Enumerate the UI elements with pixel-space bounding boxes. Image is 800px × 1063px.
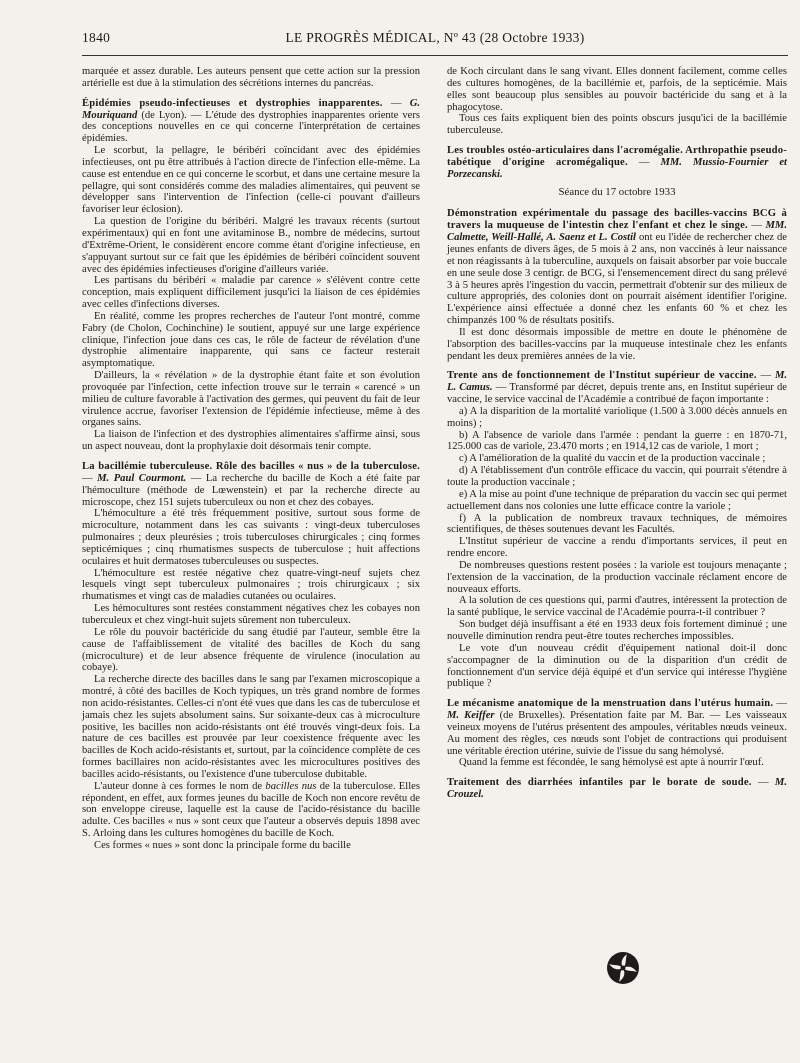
paragraph: A la solution de ces questions qui, parmi d'autres, intéressent la protection de la santé publique, le service vaccinal de l'Académie pourra-t-il contribuer ? [447, 595, 787, 619]
paragraph: De nombreuses questions restent posées : la variole est toujours menaçante ; l'extension de la vaccination, de la production vaccinale réclament encore de nouveaux efforts. [447, 559, 787, 595]
text-run: L'auteur donne à ces formes le nom de [94, 780, 263, 792]
article-text: (de Lyon). — L'étude des dystrophies inapparentes oriente vers des conceptions nouvelles en ce qui concerne l'interprétation de certaines épidémies. [82, 109, 420, 145]
article-text: — Transformé par décret, depuis trente ans, en Institut supérieur de vaccine, le service vaccinal de l'Académie a contribué de façon importante : [447, 382, 787, 406]
article-epidemies: Épidémies pseudo-infectieuses et dystrophies inapparentes. — G. Mouriquand (de Lyon). — L'étude des dystrophies inapparentes oriente vers des conceptions nouvelles en ce qui concerne l'interprétation de certaines épidémies. [82, 97, 420, 145]
list-item: a) A la disparition de la mortalité variolique (1.500 à 3.000 décès annuels en moins) ; [447, 405, 787, 429]
paragraph: La liaison de l'infection et des dystrophies alimentaires s'affirme ainsi, sous un aspect nouveau, dont la prophylaxie doit désormais tenir compte. [82, 429, 420, 453]
running-header [82, 30, 788, 50]
article-author: MM. Calmette, Weill-Hallé, A. Saenz et L. Costil [447, 220, 787, 244]
paragraph: Le vote d'un nouveau crédit d'équipement national doit-il donc s'accompagner de la diminution ou de la disparition d'un crédit de fonctionnement d'un service déjà équipé et d'un service qui intéresse l'hygiène publique ? [447, 642, 787, 690]
ornament-icon [605, 950, 641, 986]
paragraph: Les hémocultures sont restées constamment négatives chez les cobayes non tuberculeux et chez vingt-huit sujets sûrement non tuberculeux. [82, 603, 420, 626]
paragraph: de Koch circulant dans le sang vivant. Elles donnent facilement, comme celles des cultures homogènes, de la bacillémie et, parfois, de la septicémie. Mais elles sont beaucoup plus sensibles au pouvoir bactéricide du sang et à la phagocytose. [447, 66, 787, 113]
article-diarrhees: Traitement des diarrhées infantiles par le borate de soude. — M. Crouzel. [447, 777, 787, 801]
article-vaccine: Trente ans de fonctionnement de l'Institut supérieur de vaccine. — M. L. Camus. — Transformé par décret, depuis trente ans, en Institut supérieur de vaccine, le service vaccinal de l'Académie a contribué de façon importante : [447, 370, 788, 406]
article-heading: Trente ans de fonctionnement de l'Institut supérieur de vaccine. [447, 370, 757, 382]
article-text: (de Bruxelles). Présentation faite par M. Bar. — Les vaisseaux veineux moyens de l'utérus présentent des ampoules, véritables nœuds veineux. Au moment des règles, ces nœuds sont l'objet de contractions qui produisent une véritable érection utérine, suivie de l'issue du sang hémolysé. [447, 710, 787, 757]
paragraph: La question de l'origine du béribéri. Malgré les travaux récents (surtout expérimentaux) qui en font une avitaminose B., nombre de médecins, surtout d'Extrême-Orient, le considèrent encore comme étant d'origine infectieuse, en s'appuyant surtout sur ce fait que les épidémies de béribéri coïncident souvent avec des épidémies infectieuses d'origine d'ailleurs variée. [82, 216, 420, 275]
left-column [82, 66, 420, 852]
article-author: M. Crouzel. [447, 777, 787, 801]
paragraph: La recherche directe des bacilles dans le sang par l'examen microscopique a montré, à côté des bacilles de Koch typiques, un très grand nombre de formes non acido-résistantes. Celles-ci n'ont été vues que dans les cas de tuberculose et jamais chez les sujets absolument sains. Sur soixante-deux cas à microculture positive, les bacilles non acido-résistants ont été trouvés vingt-deux fois. La nature de ces bacilles est prouvée par leur coexistence fréquente avec les bacilles de Koch acido-résistants et, surtout, par la coïncidence complète de ces formes bacillaires non acido-résistantes avec les microcultures positives des bacilles acido-résistants, ou l'existence d'une tuberculose dubitable. [82, 674, 420, 780]
article-acromegalie: Les troubles ostéo-articulaires dans l'acromégalie. Arthropathie pseudo-tabétique d'origine acromégalique. — MM. Mussio-Fournier et Porzecanski. [447, 145, 788, 180]
paragraph: Son budget déjà insuffisant a été en 1933 deux fois fortement diminué ; une nouvelle diminution rendra peut-être toutes recherches impossibles. [447, 619, 787, 642]
article-text: ont eu l'idée de rechercher chez de jeunes enfants de divers âges, de 5 mois à 2 ans, non vaccinés à leur naissance et non réagissants à la tuberculine, auxquels on faisait absorber par voie buccale en une seule dose 3 centigr. de BCG, si l'ensemencement direct du sang prélevé 3 à 5 heures après l'ingestion du vaccin, permettrait d'obtenir sur des milieux de culture appropriés, des colonies dont on pourrait aisément identifier l'origine. L'expérience ainsi effectuée a donné chez les enfants 60 % et chez les chimpanzés 100 % de résultats positifs. [447, 232, 787, 327]
text-run: de la tuberculose. Elles répondent, en effet, aux formes jeunes du bacille de Koch non encore revêtu de son enveloppe cireuse, laquelle est la cause de l'acido-résistance du bacille adulte. Ces bacilles « nus » sont ceux que l'auteur a observés depuis 1898 avec S. Arloing dans les cultures homogènes du bacille de Koch. [82, 780, 420, 840]
article-heading: Les troubles ostéo-articulaires dans l'acromégalie. Arthropathie pseudo-tabétique d'origine acromégalique. [447, 145, 787, 168]
article-heading: Démonstration expérimentale du passage des bacilles-vaccins BCG à travers la muqueuse de l'intestin chez l'enfant et chez le singe. [447, 208, 787, 232]
paragraph: L'hémoculture est restée négative chez quatre-vingt-neuf sujets chez lesquels vingt sept tuberculeux pulmonaires ; trois chirurgicaux ; six rhumatismes et vingt cas de maladies cutanées ou oculaires. [82, 567, 420, 603]
journal-title: LE PROGRÈS MÉDICAL, Nº 43 (28 Octobre 1933) [285, 30, 585, 45]
article-author: G. Mouriquand [82, 97, 420, 121]
paragraph: D'ailleurs, la « révélation » de la dystrophie étant faite et son évolution provoquée par l'infection, cette infection trouve sur le terrain « carencé » un milieu de culture favorable à l'activation des germes, qui peuvent du fait de leur virulence accrue, favoriser l'extension de l'épidémie infectieuse, même à des organes sains. [82, 370, 420, 429]
article-author: M. Paul Courmont. [97, 472, 187, 484]
article-bcg: Démonstration expérimentale du passage des bacilles-vaccins BCG à travers la muqueuse de l'intestin chez l'enfant et chez le singe. — MM. Calmette, Weill-Hallé, A. Saenz et L. Costil ont eu l'idée de rechercher chez de jeunes enfants de divers âges, de 5 mois à 2 ans, non vaccinés à leur naissance et non réagissants à la tuberculine, auxquels on faisait absorber par voie buccale en une seule dose 3 centigr. de BCG, si l'ensemencement direct du sang prélevé 3 à 5 heures après l'ingestion du vaccin, permettrait d'obtenir sur des milieux de culture appropriés, des colonies dont on pourrait aisément identifier l'origine. L'expérience ainsi effectuée a donné chez les enfants 60 % et chez les chimpanzés 100 % de résultats positifs. [447, 208, 787, 327]
list-item: c) A l'amélioration de la qualité du vaccin et de la production vaccinale ; [459, 453, 766, 465]
article-author: M. Keiffer [447, 710, 495, 722]
paragraph [82, 781, 420, 840]
article-heading: Traitement des diarrhées infantiles par le borate de soude. [447, 777, 752, 789]
paragraph: Ces formes « nues » sont donc la principale forme du bacille [94, 840, 351, 851]
paragraph: L'hémoculture a été très fréquemment positive, surtout sous forme de microculture, notamment dans les cas suivants : vingt-deux tuberculoses pulmonaires ; deux pleurésies ; trois tuberculoses chirurgicales ; cinq formes septicémiques ; cinq rhumatismes suspects de tuberculose ; huit affections oculaires et huit dermatoses tuberculeuses ou suspectes. [82, 508, 420, 567]
list-item: e) A la mise au point d'une technique de préparation du vaccin sec qui permet actuellement dans nos colonies une lutte efficace contre la variole ; [447, 488, 787, 512]
article-heading: Le mécanisme anatomique de la menstruation dans l'utérus humain. [447, 698, 774, 710]
article-bacillemie: La bacillémie tuberculeuse. Rôle des bacilles « nus » de la tuberculose. — M. Paul Courmont. — La recherche du bacille de Koch a été faite par l'hémoculture (méthode de Lœwenstein) et par la recherche directe au microscope, chez 151 sujets tuberculeux ou non et chez des cobayes. [82, 461, 420, 508]
article-menstruation: Le mécanisme anatomique de la menstruation dans l'utérus humain. — M. Keiffer (de Bruxelles). Présentation faite par M. Bar. — Les vaisseaux veineux moyens de l'utérus présentent des ampoules, véritables nœuds veineux. Au moment des règles, ces nœuds sont l'objet de contractions qui produisent une véritable érection utérine, suivie de l'issue du sang hémolysé. [447, 698, 787, 757]
paragraph: Tous ces faits expliquent bien des points obscurs jusqu'ici de la bacillémie tuberculeuse. [447, 113, 787, 137]
paragraph: Le scorbut, la pellagre, le béribéri coïncidant avec des épidémies infectieuses, ont pu être attribués à l'action directe de l'infection elle-même. La cause est entendue en ce qui concerne le scorbut, et dans une certaine mesure la pellagre, qui sont considérés comme des maladies alimentaires, qui peuvent se développer sans l'intervention de l'infection (celle-ci pouvant d'ailleurs favoriser leur éclosion). [82, 145, 420, 216]
emphasis: bacilles nus [265, 780, 317, 792]
article-author: M. L. Camus. [447, 370, 788, 394]
list-item: d) A l'établissement d'un contrôle efficace du vaccin, qui pourrait s'étendre à toute la production vaccinale ; [447, 465, 787, 488]
session-date: Séance du 17 octobre 1933 [558, 185, 676, 198]
paragraph: Il est donc désormais impossible de mettre en doute le phénomène de l'absorption des bacilles-vaccins par la muqueuse intestinale chez les enfants pendant les deux premières années de la vie. [447, 326, 787, 362]
page-number: 1840 [82, 30, 111, 45]
article-heading: Épidémies pseudo-infectieuses et dystrophies inapparentes. [82, 97, 383, 109]
paragraph: En réalité, comme les propres recherches de l'auteur l'ont montré, comme Fabry (de Cholon, Cochinchine) le soutient, appuyé sur une large expérience clinique, l'infection joue dans ces cas, le rôle de facteur de révélation d'une dystrophie alimentaire inapparente, qui sans ce facteur resterait asymptomatique. [82, 310, 420, 370]
list-item: b) A l'absence de variole dans l'armée : pendant la guerre : en 1870-71, 125.000 cas de variole, 23.470 morts ; en 1914,12 cas de variole, 1 mort ; [447, 429, 787, 453]
header-rule [82, 55, 788, 56]
article-text: — La recherche du bacille de Koch a été faite par l'hémoculture (méthode de Lœwenstein) et par la recherche directe au microscope, chez 151 sujets tuberculeux ou non et chez des cobayes. [82, 472, 420, 508]
intro-paragraph: marquée et assez durable. Les auteurs pensent que cette action sur la pression artérielle est due à la stimulation des sécrétions internes du pancréas. [82, 66, 420, 89]
right-column [447, 66, 787, 801]
paragraph: Quand la femme est fécondée, le sang hémolysé est apte à nourrir l'œuf. [459, 757, 764, 769]
paragraph: Le rôle du pouvoir bactéricide du sang étudié par l'auteur, semble être la cause de l'affaiblissement de vitalité des bacilles de Koch du sang (microculture) et de leur absence fréquente de virulence (inoculation au cobaye). [82, 626, 420, 674]
article-heading: La bacillémie tuberculeuse. Rôle des bacilles « nus » de la tuberculose. [82, 461, 420, 472]
list-item: f) A la publication de nombreux travaux techniques, de mémoires scientifiques, de thèses soutenues devant les Facultés. [447, 512, 787, 536]
paragraph: Les partisans du béribéri « maladie par carence » s'élèvent contre cette conception, mais expliquent difficilement jusqu'ici la liaison de ces épidémies avec celles d'infections diverses. [82, 275, 420, 311]
paragraph: L'Institut supérieur de vaccine a rendu d'importants services, il peut en rendre encore. [447, 536, 787, 560]
article-author: MM. Mussio-Fournier et Porzecanski. [447, 156, 788, 180]
